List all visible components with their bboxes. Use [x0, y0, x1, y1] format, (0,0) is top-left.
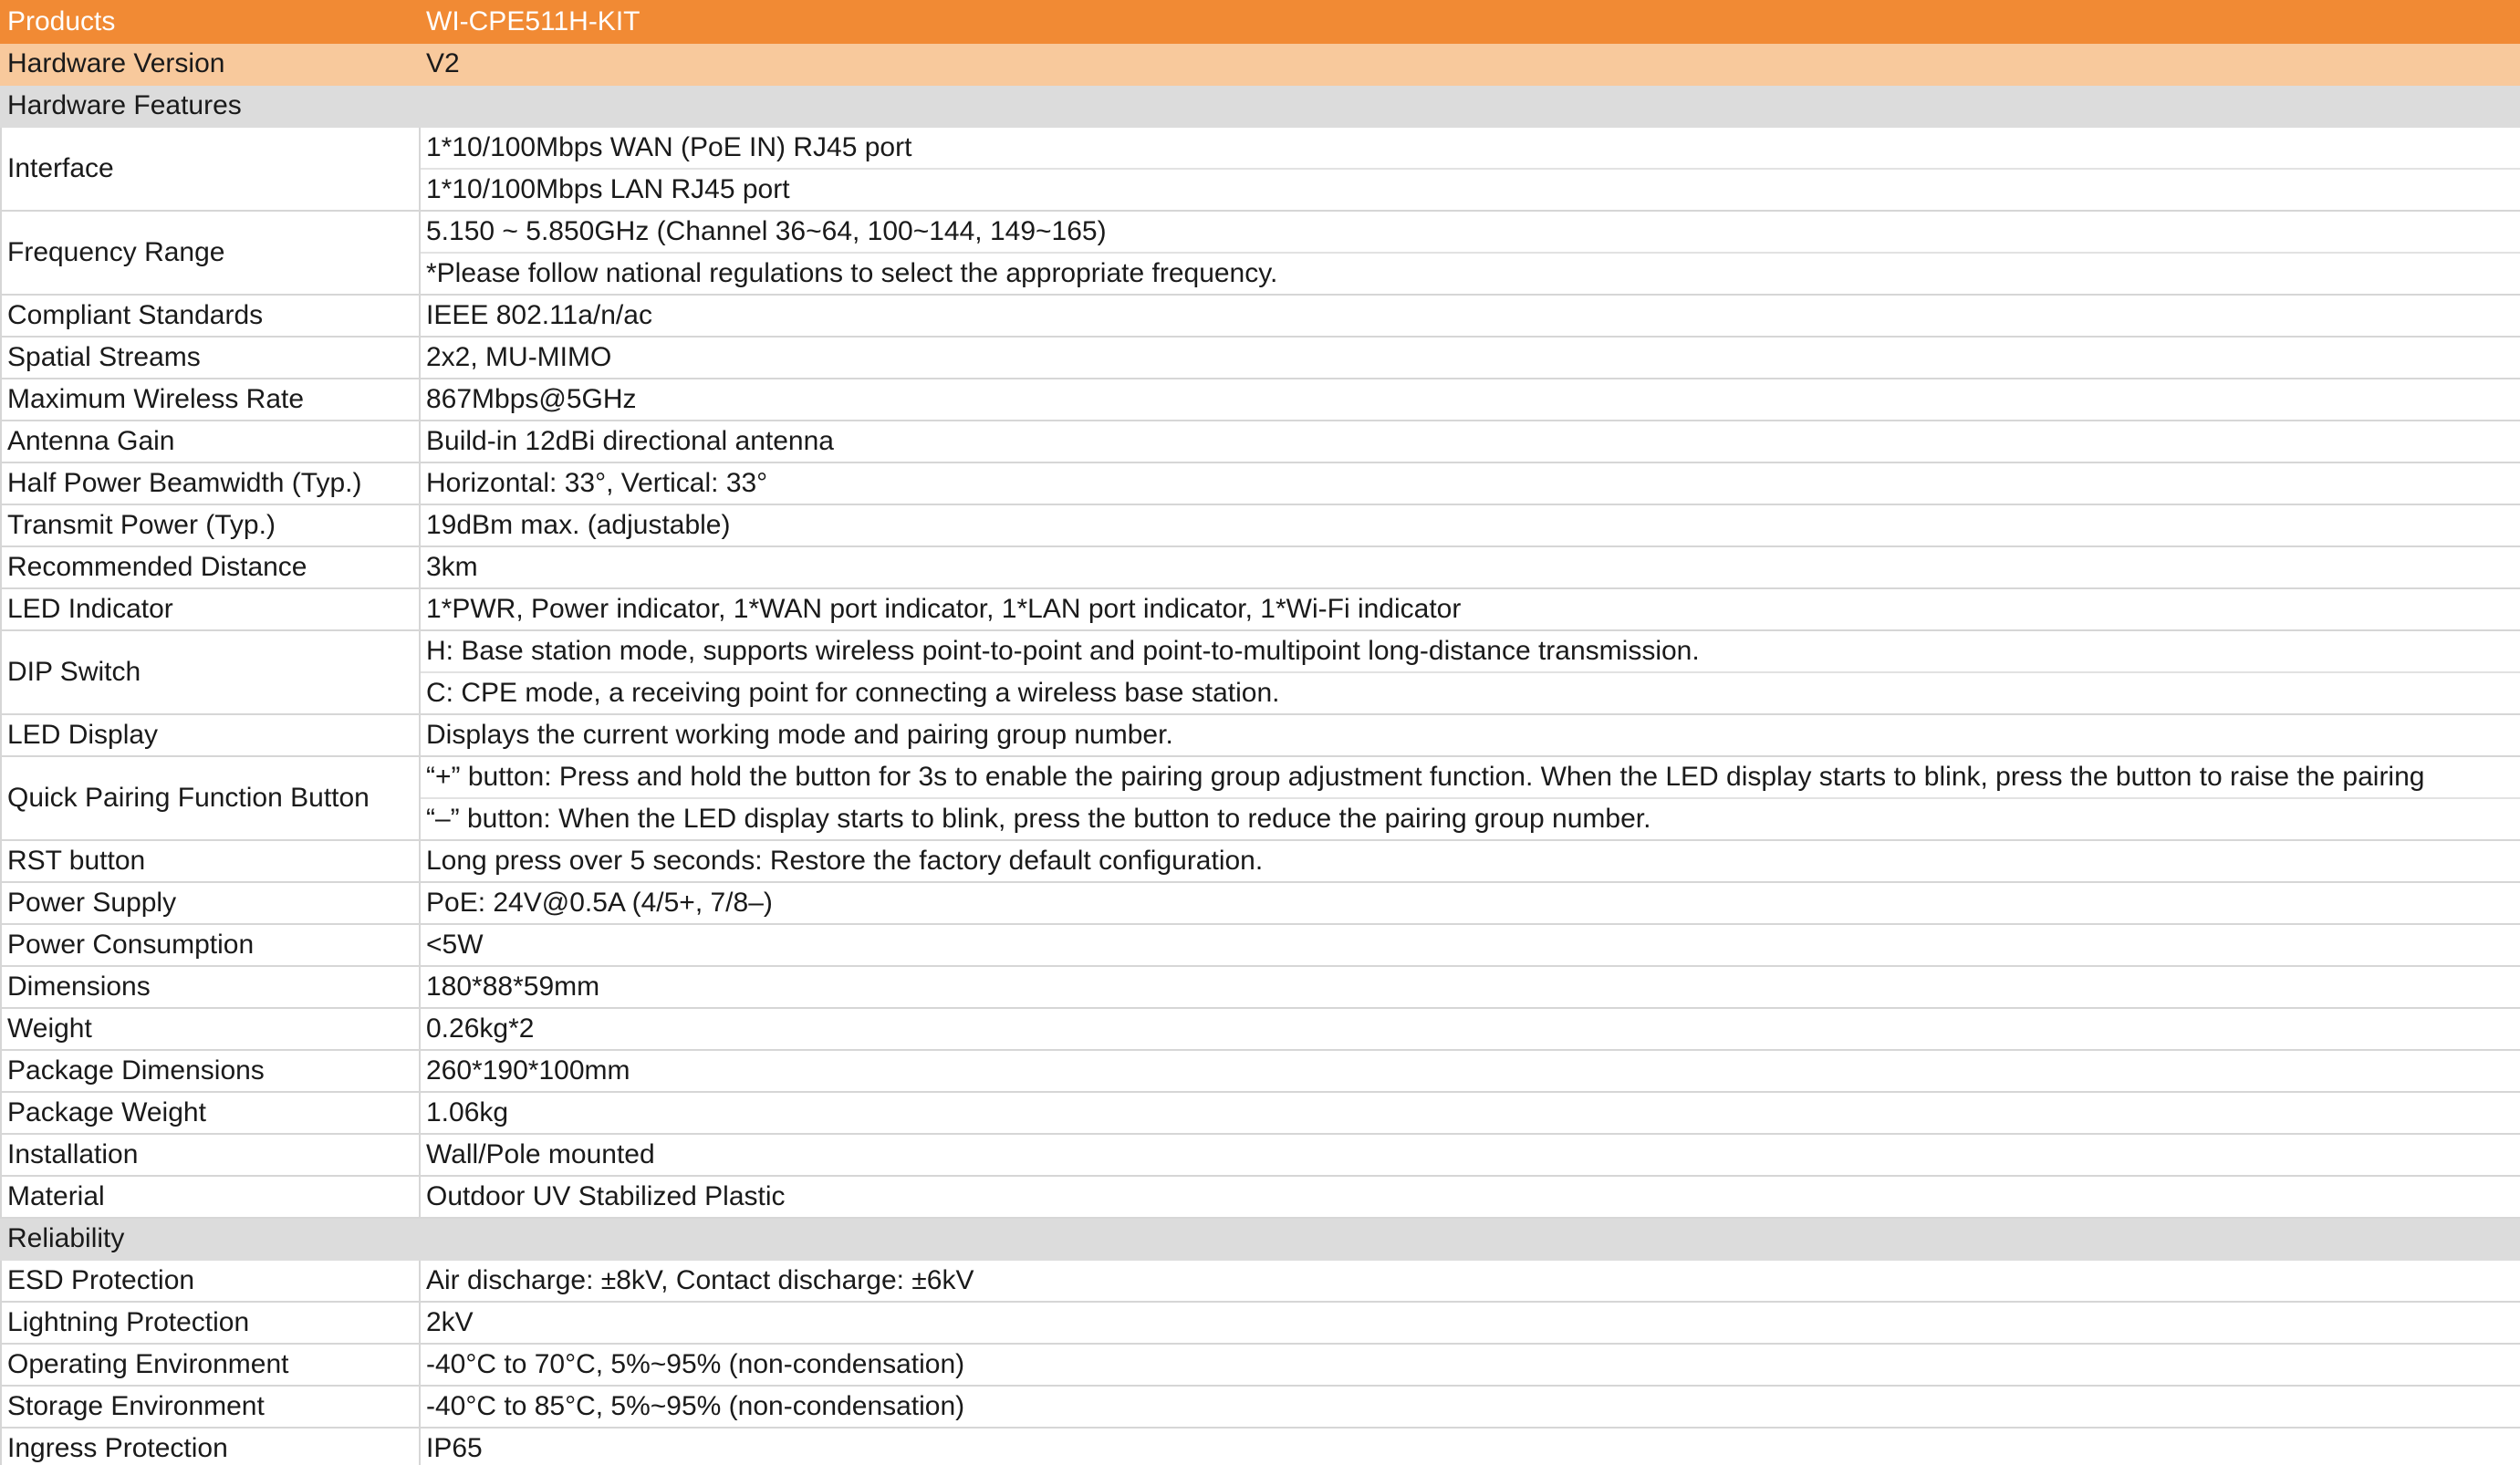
- section-reliability: [1, 1218, 2520, 1260]
- spec-row-interface: [1, 127, 2520, 211]
- spec-row-weight: [1, 1008, 2520, 1050]
- spec-value: IP65: [420, 1428, 2520, 1465]
- spec-value: 260*190*100mm: [420, 1050, 2520, 1092]
- spec-label: Interface: [1, 127, 420, 211]
- hardware-version-label: Hardware Version: [1, 43, 420, 85]
- hardware-version-row: [1, 43, 2520, 85]
- spec-label: Half Power Beamwidth (Typ.): [1, 462, 420, 504]
- spec-label: RST button: [1, 840, 420, 882]
- spec-row-package-weight: [1, 1092, 2520, 1134]
- spec-label: LED Display: [1, 714, 420, 756]
- spec-value: -40°C to 85°C, 5%~95% (non-condensation): [420, 1386, 2520, 1428]
- spec-label: Recommended Distance: [1, 546, 420, 588]
- spec-value: Long press over 5 seconds: Restore the factory default configuration.: [420, 840, 2520, 882]
- spec-label: Storage Environment: [1, 1386, 420, 1428]
- spec-label: Package Dimensions: [1, 1050, 420, 1092]
- products-label: Products: [1, 1, 420, 43]
- spec-value: 3km: [420, 546, 2520, 588]
- spec-row-esd-protection: [1, 1260, 2520, 1302]
- spec-row-led-display: [1, 714, 2520, 756]
- spec-row-frequency-range: [1, 211, 2520, 295]
- spec-label: ESD Protection: [1, 1260, 420, 1302]
- spec-row-storage-environment: [1, 1386, 2520, 1428]
- spec-row-maximum-wireless-rate: [1, 379, 2520, 421]
- spec-row-operating-environment: [1, 1344, 2520, 1386]
- spec-label: LED Indicator: [1, 588, 420, 630]
- spec-row-transmit-power-typ: [1, 504, 2520, 546]
- spec-value: -40°C to 70°C, 5%~95% (non-condensation): [420, 1344, 2520, 1386]
- spec-row-dip-switch: [1, 630, 2520, 714]
- spec-row-dimensions: [1, 966, 2520, 1008]
- spec-value: Wall/Pole mounted: [420, 1134, 2520, 1176]
- spec-value: 19dBm max. (adjustable): [420, 504, 2520, 546]
- section-title: Reliability: [1, 1218, 2520, 1260]
- spec-value: <5W: [420, 924, 2520, 966]
- spec-value: 1.06kg: [420, 1092, 2520, 1134]
- spec-label: Antenna Gain: [1, 421, 420, 462]
- spec-value-group: [420, 211, 2520, 295]
- spec-value: Outdoor UV Stabilized Plastic: [420, 1176, 2520, 1218]
- spec-row-rst-button: [1, 840, 2520, 882]
- spec-label: DIP Switch: [1, 630, 420, 714]
- spec-label: Operating Environment: [1, 1344, 420, 1386]
- spec-value: Displays the current working mode and pairing group number.: [420, 714, 2520, 756]
- spec-value: Build-in 12dBi directional antenna: [420, 421, 2520, 462]
- spec-value-line: 5.150 ~ 5.850GHz (Channel 36~64, 100~144, 149~165): [426, 216, 1107, 246]
- spec-value-line: H: Base station mode, supports wireless point-to-point and point-to-multipoint long-distance transmission.: [426, 636, 1700, 666]
- spec-label: Ingress Protection: [1, 1428, 420, 1465]
- spec-value: 2x2, MU-MIMO: [420, 337, 2520, 379]
- spec-label: Spatial Streams: [1, 337, 420, 379]
- spec-value: PoE: 24V@0.5A (4/5+, 7/8–): [420, 882, 2520, 924]
- spec-label: Quick Pairing Function Button: [1, 756, 420, 840]
- spec-row-package-dimensions: [1, 1050, 2520, 1092]
- products-value: WI-CPE511H-KIT: [420, 1, 2520, 43]
- spec-label: Power Supply: [1, 882, 420, 924]
- products-row: [1, 1, 2520, 43]
- spec-row-compliant-standards: [1, 295, 2520, 337]
- section-title: Hardware Features: [1, 85, 2520, 127]
- spec-label: Installation: [1, 1134, 420, 1176]
- spec-row-led-indicator: [1, 588, 2520, 630]
- spec-row-ingress-protection: [1, 1428, 2520, 1465]
- spec-value-line: C: CPE mode, a receiving point for connecting a wireless base station.: [421, 671, 2520, 713]
- hardware-version-value: V2: [420, 43, 2520, 85]
- spec-value: 2kV: [420, 1302, 2520, 1344]
- spec-value-line: 1*10/100Mbps WAN (PoE IN) RJ45 port: [426, 132, 912, 162]
- spec-value-line: “+” button: Press and hold the button for 3s to enable the pairing group adjustment function. When the LED display starts to blink, press the button to raise the pairing: [426, 762, 2425, 792]
- spec-row-half-power-beamwidth-typ: [1, 462, 2520, 504]
- spec-row-recommended-distance: [1, 546, 2520, 588]
- spec-value: 1*PWR, Power indicator, 1*WAN port indicator, 1*LAN port indicator, 1*Wi-Fi indicator: [420, 588, 2520, 630]
- spec-row-installation: [1, 1134, 2520, 1176]
- spec-table-body: [1, 1, 2520, 1465]
- spec-value: 0.26kg*2: [420, 1008, 2520, 1050]
- section-hardware-features: [1, 85, 2520, 127]
- spec-value: Air discharge: ±8kV, Contact discharge: ±6kV: [420, 1260, 2520, 1302]
- spec-label: Weight: [1, 1008, 420, 1050]
- spec-row-lightning-protection: [1, 1302, 2520, 1344]
- spec-value-line: “–” button: When the LED display starts to blink, press the button to reduce the pairing group number.: [421, 797, 2520, 839]
- spec-value-line: 1*10/100Mbps LAN RJ45 port: [421, 168, 2520, 210]
- spec-row-power-supply: [1, 882, 2520, 924]
- spec-label: Transmit Power (Typ.): [1, 504, 420, 546]
- spec-value: 867Mbps@5GHz: [420, 379, 2520, 421]
- spec-row-power-consumption: [1, 924, 2520, 966]
- spec-row-antenna-gain: [1, 421, 2520, 462]
- spec-row-quick-pairing-function-button: [1, 756, 2520, 840]
- spec-value-group: [420, 756, 2520, 840]
- spec-label: Package Weight: [1, 1092, 420, 1134]
- spec-value: Horizontal: 33°, Vertical: 33°: [420, 462, 2520, 504]
- spec-label: Dimensions: [1, 966, 420, 1008]
- spec-value: 180*88*59mm: [420, 966, 2520, 1008]
- spec-label: Power Consumption: [1, 924, 420, 966]
- spec-value: IEEE 802.11a/n/ac: [420, 295, 2520, 337]
- spec-value-group: [420, 127, 2520, 211]
- spec-label: Maximum Wireless Rate: [1, 379, 420, 421]
- spec-label: Lightning Protection: [1, 1302, 420, 1344]
- spec-label: Frequency Range: [1, 211, 420, 295]
- spec-label: Material: [1, 1176, 420, 1218]
- spec-row-material: [1, 1176, 2520, 1218]
- spec-label: Compliant Standards: [1, 295, 420, 337]
- spec-value-group: [420, 630, 2520, 714]
- spec-row-spatial-streams: [1, 337, 2520, 379]
- spec-value-line: *Please follow national regulations to select the appropriate frequency.: [421, 252, 2520, 294]
